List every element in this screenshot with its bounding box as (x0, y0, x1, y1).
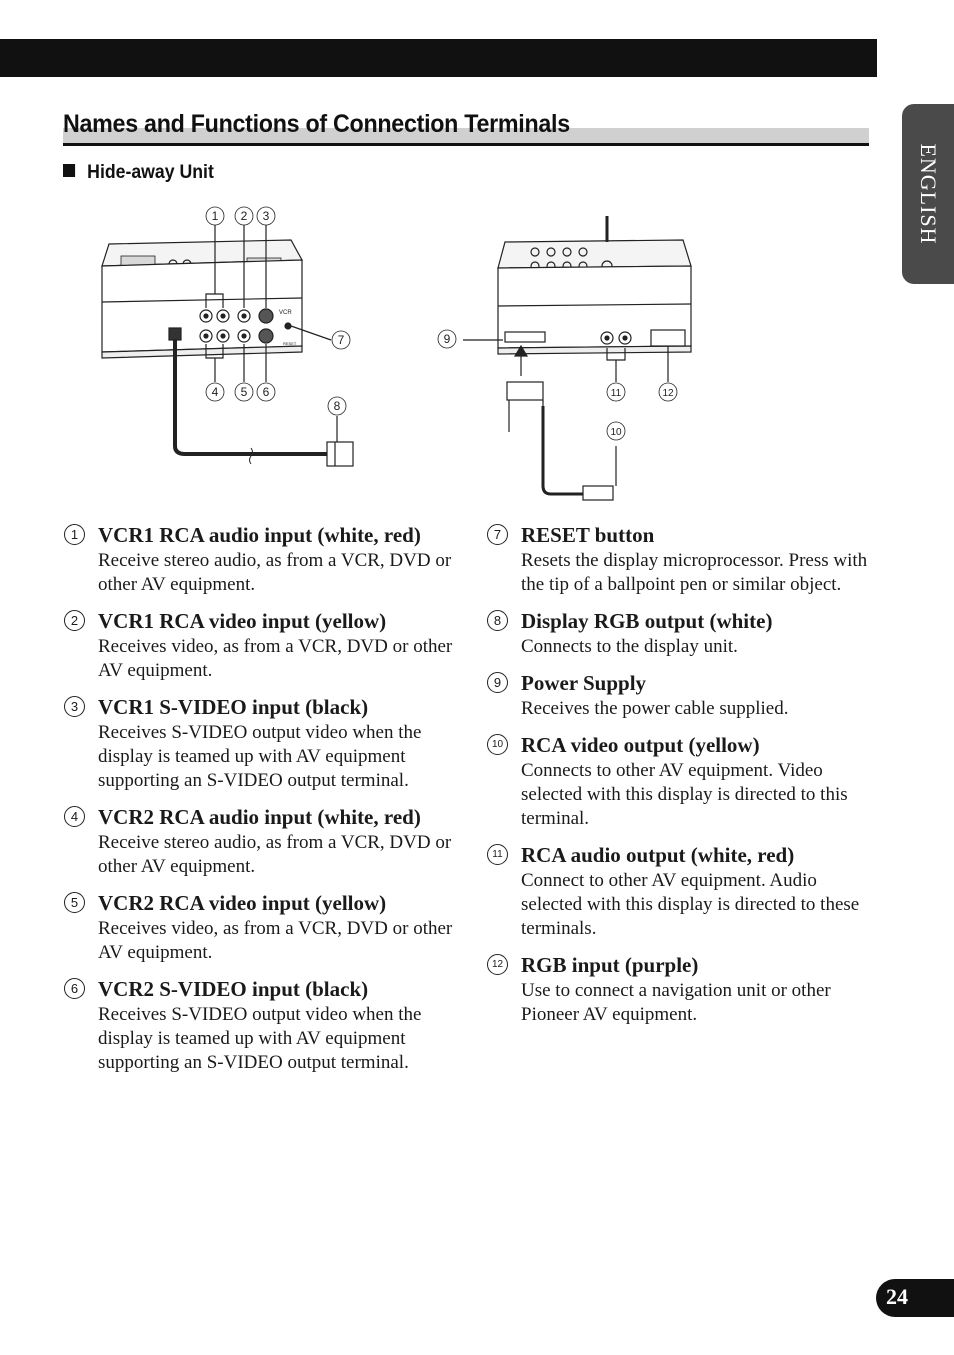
callout-12-text: 12 (662, 388, 674, 399)
terminal-item (487, 608, 879, 659)
item-description: Receives the power cable supplied. (521, 698, 789, 719)
item-description: Connect to other AV equipment. Audio selected with this display is directed to these terminals. (521, 870, 860, 939)
item-title: VCR2 RCA video input (yellow) (98, 891, 387, 915)
vcr2-video-jack-pin (242, 334, 246, 338)
right-unit-base (498, 346, 691, 354)
section-subtitle-text: Hide-away Unit (87, 162, 214, 183)
vcr2-svideo-jack (259, 329, 273, 343)
power-supply-port (505, 332, 545, 342)
item-number: 4 (64, 806, 85, 827)
callout-9-text: 9 (443, 332, 451, 346)
section-subtitle (63, 162, 214, 184)
hideaway-unit-diagram (95, 196, 715, 508)
language-tab (902, 104, 954, 284)
terminal-item (64, 890, 464, 965)
item-number: 7 (487, 524, 508, 545)
terminal-item (487, 842, 879, 941)
item-number: 2 (64, 610, 85, 631)
item-description: Receives video, as from a VCR, DVD or other AV equipment. (98, 636, 453, 681)
power-harness-plug (507, 382, 543, 400)
vcr-label: VCR (279, 310, 292, 316)
terminal-item (487, 670, 879, 721)
callout-1-text: 1 (211, 209, 219, 223)
item-description: Resets the display microprocessor. Press with the tip of a ballpoint pen or similar object. (521, 550, 868, 595)
item-description: Connects to the display unit. (521, 636, 738, 657)
terminal-item (64, 694, 464, 793)
item-title: VCR1 RCA audio input (white, red) (98, 523, 421, 547)
rgb-output-plug (327, 442, 353, 466)
vcr1-audio-jack-red-pin (221, 314, 225, 318)
header-bar (0, 39, 877, 77)
terminal-item (64, 976, 464, 1075)
item-title: Display RGB output (white) (521, 609, 773, 633)
vcr1-svideo-jack (259, 309, 273, 323)
video-output-cable (543, 406, 583, 494)
terminal-item (487, 952, 879, 1027)
callout-10-text: 10 (610, 427, 622, 438)
heading-rule (63, 143, 869, 146)
terminal-item (64, 804, 464, 879)
item-description: Use to connect a navigation unit or other Pioneer AV equipment. (521, 980, 831, 1025)
item-number: 3 (64, 696, 85, 717)
item-number: 1 (64, 524, 85, 545)
item-title: Power Supply (521, 671, 647, 695)
item-title: RESET button (521, 523, 655, 547)
power-harness-wires (509, 400, 543, 432)
vcr2-audio-jack-red-pin (221, 334, 225, 338)
item-number: 12 (487, 954, 508, 975)
reset-label: RESET (283, 341, 297, 346)
item-number: 11 (487, 844, 508, 865)
item-description: Receives S-VIDEO output video when the display is teamed up with AV equipment supporting an S-VIDEO output terminal. (98, 1004, 422, 1073)
right-unit-top (498, 240, 691, 268)
item-title: RCA audio output (white, red) (521, 843, 795, 867)
terminal-item (64, 522, 464, 597)
item-description: Receive stereo audio, as from a VCR, DVD or other AV equipment. (98, 550, 452, 595)
item-description: Receives S-VIDEO output video when the display is teamed up with AV equipment supporting an S-VIDEO output terminal. (98, 722, 422, 791)
item-title: VCR1 S-VIDEO input (black) (98, 695, 369, 719)
callout-3-text: 3 (262, 209, 270, 223)
audio-out-jack-red-pin (623, 336, 627, 340)
terminal-item (487, 522, 879, 597)
rgb-output-port (169, 328, 181, 340)
page-number-tab (876, 1279, 954, 1317)
rgb-input-port (651, 330, 685, 346)
item-title: VCR2 S-VIDEO input (black) (98, 977, 369, 1001)
terminal-item (64, 608, 464, 683)
item-title: VCR2 RCA audio input (white, red) (98, 805, 421, 829)
callout-8-text: 8 (333, 399, 341, 413)
callout-7-text: 7 (337, 333, 345, 347)
item-title: RCA video output (yellow) (521, 733, 760, 757)
terminal-list-right (487, 522, 879, 1038)
page-number: 24 (886, 1284, 908, 1309)
terminal-list-left (64, 522, 464, 1086)
item-title: VCR1 RCA video input (yellow) (98, 609, 387, 633)
item-number: 10 (487, 734, 508, 755)
square-bullet-icon (63, 164, 75, 177)
item-number: 9 (487, 672, 508, 693)
callout-11-text: 11 (610, 388, 622, 399)
language-tab-label: ENGLISH (916, 143, 941, 245)
item-description: Receives video, as from a VCR, DVD or other AV equipment. (98, 918, 453, 963)
callout-6-text: 6 (262, 385, 270, 399)
item-number: 8 (487, 610, 508, 631)
video-output-plug (583, 486, 613, 500)
vcr1-video-jack-pin (242, 314, 246, 318)
item-number: 5 (64, 892, 85, 913)
vcr1-audio-jack-white-pin (204, 314, 208, 318)
callout-5-text: 5 (240, 385, 248, 399)
reset-button (285, 323, 291, 329)
item-description: Connects to other AV equipment. Video selected with this display is directed to this terminal. (521, 760, 848, 829)
page-title: Names and Functions of Connection Terminals (63, 110, 570, 138)
vcr2-audio-jack-white-pin (204, 334, 208, 338)
callout-2-text: 2 (240, 209, 248, 223)
item-title: RGB input (purple) (521, 953, 699, 977)
item-number: 6 (64, 978, 85, 999)
terminal-item (487, 732, 879, 831)
item-description: Receive stereo audio, as from a VCR, DVD or other AV equipment. (98, 832, 452, 877)
audio-out-jack-white-pin (605, 336, 609, 340)
callout-4-text: 4 (211, 385, 219, 399)
